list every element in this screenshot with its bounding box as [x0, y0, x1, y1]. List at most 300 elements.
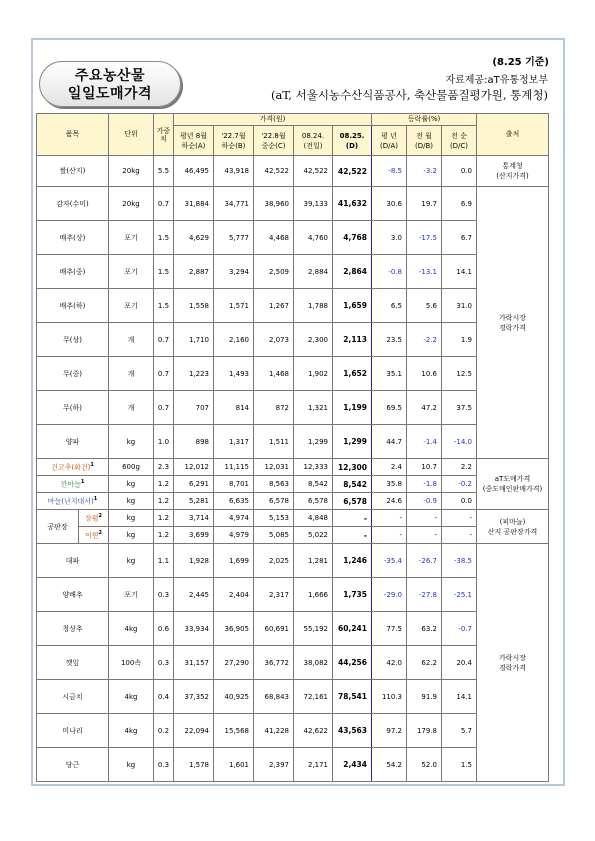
price-cell: 814 [214, 391, 254, 425]
rate-cell: 35.8 [372, 476, 407, 493]
rate-cell: 42.0 [372, 646, 407, 680]
price-cell: 72,161 [294, 680, 333, 714]
rate-cell: -3.2 [407, 156, 442, 187]
header-rate-col-line: (D/A) [380, 141, 398, 150]
price-cell: 4,468 [254, 221, 294, 255]
price-cell: 1,468 [254, 357, 294, 391]
unit-cell: 포기 [109, 255, 154, 289]
source-line1: 자료제공:aT유통정보부 [445, 75, 548, 86]
rate-cell: 5.7 [442, 714, 477, 748]
rate-cell: 110.3 [372, 680, 407, 714]
price-cell: 4,760 [294, 221, 333, 255]
item-group-cell: 공판장 [37, 510, 79, 544]
price-cell: 15,568 [214, 714, 254, 748]
price-cell: 42,522 [254, 156, 294, 187]
table-row [37, 459, 549, 476]
rate-cell: -17.5 [407, 221, 442, 255]
price-cell: 1,601 [214, 748, 254, 782]
table-row [37, 578, 549, 612]
rate-cell: 31.0 [442, 289, 477, 323]
header-price-col-line: (D) [345, 141, 359, 150]
rate-cell: - [442, 510, 477, 527]
price-today-cell: 1,652 [333, 357, 372, 391]
unit-cell: kg [109, 748, 154, 782]
price-cell: 2,025 [254, 544, 294, 578]
item-cell: 대파 [37, 544, 109, 578]
price-today-cell: 41,632 [333, 187, 372, 221]
source-line: 통계청 [502, 162, 523, 170]
header-rate-col [372, 126, 407, 156]
price-cell: 1,511 [254, 425, 294, 459]
header-price-col-line: (전일) [303, 141, 323, 150]
rate-cell: -0.7 [442, 612, 477, 646]
price-cell: 1,571 [214, 289, 254, 323]
price-cell: 22,094 [174, 714, 214, 748]
price-today-cell: 6,578 [333, 493, 372, 510]
rate-cell: -13.1 [407, 255, 442, 289]
rate-cell: 19.7 [407, 187, 442, 221]
weight-cell: 0.7 [154, 357, 174, 391]
rate-cell: - [442, 527, 477, 544]
header-price-col-line: '22.8월 [261, 131, 286, 140]
price-cell: 27,290 [214, 646, 254, 680]
source-line2: (aT, 서울시농수산식품공사, 축산물품질평가원, 통계청) [270, 88, 548, 102]
price-cell: 8,701 [214, 476, 254, 493]
rate-cell: -1.4 [407, 425, 442, 459]
unit-cell: kg [109, 476, 154, 493]
price-cell: 1,788 [294, 289, 333, 323]
table-row [37, 255, 549, 289]
title-badge [39, 61, 181, 107]
weight-cell: 0.3 [154, 646, 174, 680]
unit-cell: 개 [109, 357, 154, 391]
rate-cell: 35.1 [372, 357, 407, 391]
rate-cell: 24.6 [372, 493, 407, 510]
header-price-col [214, 126, 254, 156]
header-price-col-line: 평년 8월 [180, 131, 207, 140]
price-cell: 43,918 [214, 156, 254, 187]
table-row [37, 476, 549, 493]
rate-cell: - [407, 527, 442, 544]
table-row [37, 680, 549, 714]
weight-cell: 1.5 [154, 289, 174, 323]
header-rate-col [407, 126, 442, 156]
price-cell: 60,691 [254, 612, 294, 646]
table-row [37, 221, 549, 255]
header-unit: 단위 [109, 114, 154, 156]
rate-cell: - [407, 510, 442, 527]
weight-cell: 1.5 [154, 255, 174, 289]
rate-cell: 37.5 [442, 391, 477, 425]
item-cell: 쌀(산지) [37, 156, 109, 187]
rate-cell: -0.2 [442, 476, 477, 493]
item-cell: 마늘(난지대서)$^1$ [37, 493, 109, 510]
header-price-col-line: 하순(A) [181, 141, 206, 150]
price-cell: 1,223 [174, 357, 214, 391]
rate-cell: 77.5 [372, 612, 407, 646]
unit-cell: kg [109, 493, 154, 510]
rate-cell: 0.0 [442, 493, 477, 510]
price-cell: 34,771 [214, 187, 254, 221]
price-today-cell: 44,256 [333, 646, 372, 680]
header-price-col-line: 08.24. [301, 131, 325, 140]
item-cell: 감자(수미) [37, 187, 109, 221]
rate-cell: 2.2 [442, 459, 477, 476]
unit-cell: 개 [109, 323, 154, 357]
price-cell: 2,171 [294, 748, 333, 782]
header-rate-col-line: 전 월 [416, 131, 432, 140]
rate-cell: -0.9 [407, 493, 442, 510]
price-cell: 3,294 [214, 255, 254, 289]
footnote-mark: 2 [98, 529, 102, 536]
price-cell: 36,772 [254, 646, 294, 680]
price-cell: 12,333 [294, 459, 333, 476]
table-row [37, 323, 549, 357]
price-cell: 1,902 [294, 357, 333, 391]
price-cell: 707 [174, 391, 214, 425]
rate-cell: 23.5 [372, 323, 407, 357]
rate-cell: 14.1 [442, 255, 477, 289]
rate-cell: 97.2 [372, 714, 407, 748]
rate-cell: -14.0 [442, 425, 477, 459]
price-today-cell: 1,199 [333, 391, 372, 425]
price-today-cell: 1,659 [333, 289, 372, 323]
table-row [37, 714, 549, 748]
rate-cell: 91.9 [407, 680, 442, 714]
price-cell: 2,404 [214, 578, 254, 612]
header-rate-col-line: (D/B) [414, 141, 433, 150]
price-today-cell: 42,522 [333, 156, 372, 187]
price-cell: 12,031 [254, 459, 294, 476]
table-row [37, 156, 549, 187]
source-cell [477, 510, 549, 544]
weight-cell: 1.5 [154, 221, 174, 255]
price-cell: 4,974 [214, 510, 254, 527]
price-cell: 55,192 [294, 612, 333, 646]
rate-cell: -29.0 [372, 578, 407, 612]
price-cell: 41,228 [254, 714, 294, 748]
price-cell: 31,157 [174, 646, 214, 680]
price-cell: 42,522 [294, 156, 333, 187]
unit-cell: 개 [109, 391, 154, 425]
price-cell: 1,281 [294, 544, 333, 578]
price-cell: 2,884 [294, 255, 333, 289]
price-today-cell: 43,563 [333, 714, 372, 748]
rate-cell: -2.2 [407, 323, 442, 357]
table-row [37, 510, 549, 527]
item-cell: 미나리 [37, 714, 109, 748]
header-price-group: 가격(원) [174, 114, 372, 126]
rate-cell: -1.8 [407, 476, 442, 493]
price-cell: 1,317 [214, 425, 254, 459]
price-cell: 68,843 [254, 680, 294, 714]
rate-cell: 6.9 [442, 187, 477, 221]
item-cell: 당근 [37, 748, 109, 782]
item-cell: 무(하) [37, 391, 109, 425]
price-cell: 6,291 [174, 476, 214, 493]
price-cell: 4,848 [294, 510, 333, 527]
price-cell: 40,925 [214, 680, 254, 714]
price-cell: 872 [254, 391, 294, 425]
item-sub-cell: 장평$^2$ [79, 510, 109, 527]
price-cell: 6,578 [254, 493, 294, 510]
price-cell: 1,299 [294, 425, 333, 459]
source-cell [477, 544, 549, 782]
item-cell: 무(중) [37, 357, 109, 391]
item-cell: 건고추(화건)$^1$ [37, 459, 109, 476]
price-cell: 46,495 [174, 156, 214, 187]
rate-cell: 69.5 [372, 391, 407, 425]
header-source: 출처 [477, 114, 549, 156]
table-row [37, 357, 549, 391]
header-price-col [174, 126, 214, 156]
source-line: 경락가격 [498, 323, 527, 332]
weight-cell: 1.2 [154, 510, 174, 527]
header-price-col-line: 중순(C) [261, 141, 286, 150]
price-today-cell: - [333, 510, 372, 527]
item-cell: 깐마늘$^1$ [37, 476, 109, 493]
price-cell: 11,115 [214, 459, 254, 476]
price-cell: 5,777 [214, 221, 254, 255]
table-row [37, 289, 549, 323]
source-line: 산지 공판장가격 [487, 527, 538, 536]
rate-cell: -0.8 [372, 255, 407, 289]
unit-cell: 100속 [109, 646, 154, 680]
source-line: (피마늘) [499, 517, 526, 526]
footnote-mark: 1 [93, 495, 98, 502]
weight-cell: 1.0 [154, 425, 174, 459]
source-line: 가락시장 [498, 653, 527, 662]
table-row [37, 493, 549, 510]
header-rate-col-line: 평 년 [381, 131, 397, 140]
rate-cell: 179.8 [407, 714, 442, 748]
price-cell: 4,629 [174, 221, 214, 255]
rate-cell: 63.2 [407, 612, 442, 646]
rate-cell: -26.7 [407, 544, 442, 578]
rate-cell: -25.1 [442, 578, 477, 612]
unit-cell: 포기 [109, 578, 154, 612]
weight-cell: 0.3 [154, 748, 174, 782]
weight-cell: 0.7 [154, 323, 174, 357]
unit-cell: kg [109, 544, 154, 578]
unit-cell: 포기 [109, 221, 154, 255]
price-today-cell: 1,246 [333, 544, 372, 578]
item-cell: 배추(상) [37, 221, 109, 255]
source-cell [477, 459, 549, 510]
price-cell: 2,887 [174, 255, 214, 289]
header-price-col-line: 하순(B) [221, 141, 246, 150]
weight-cell: 0.7 [154, 391, 174, 425]
source-line: aT도매가격 [494, 475, 531, 483]
rate-cell: - [372, 510, 407, 527]
price-cell: 5,281 [174, 493, 214, 510]
price-today-cell: 2,113 [333, 323, 372, 357]
unit-cell: 4kg [109, 612, 154, 646]
unit-cell: kg [109, 527, 154, 544]
price-today-cell: 78,541 [333, 680, 372, 714]
rate-cell: 54.2 [372, 748, 407, 782]
price-today-cell: 4,768 [333, 221, 372, 255]
rate-cell: 52.0 [407, 748, 442, 782]
price-cell: 37,352 [174, 680, 214, 714]
rate-cell: 14.1 [442, 680, 477, 714]
weight-cell: 1.2 [154, 527, 174, 544]
unit-cell: 4kg [109, 680, 154, 714]
price-cell: 3,699 [174, 527, 214, 544]
table-row [37, 612, 549, 646]
price-cell: 6,578 [294, 493, 333, 510]
price-cell: 33,934 [174, 612, 214, 646]
source-line: (중도매인판매가격) [482, 485, 543, 493]
header-rate-col-line: 전 순 [451, 131, 467, 140]
price-cell: 1,666 [294, 578, 333, 612]
unit-cell: 20kg [109, 187, 154, 221]
rate-cell: 5.6 [407, 289, 442, 323]
rate-cell: - [372, 527, 407, 544]
weight-cell: 2.3 [154, 459, 174, 476]
item-cell: 배추(중) [37, 255, 109, 289]
price-today-cell: 1,299 [333, 425, 372, 459]
price-today-cell: 2,434 [333, 748, 372, 782]
rate-cell: 1.9 [442, 323, 477, 357]
price-today-cell: 1,735 [333, 578, 372, 612]
header-rate-group: 등락률(%) [372, 114, 477, 126]
price-today-cell: 8,542 [333, 476, 372, 493]
price-cell: 36,905 [214, 612, 254, 646]
price-cell: 2,300 [294, 323, 333, 357]
price-cell: 1,699 [214, 544, 254, 578]
weight-cell: 1.1 [154, 544, 174, 578]
rate-cell: -35.4 [372, 544, 407, 578]
footnote-mark: 1 [90, 461, 94, 468]
price-today-cell: 12,300 [333, 459, 372, 476]
unit-cell: 600g [109, 459, 154, 476]
item-cell: 양파 [37, 425, 109, 459]
item-cell: 청상추 [37, 612, 109, 646]
weight-cell: 1.2 [154, 476, 174, 493]
weight-cell: 1.2 [154, 493, 174, 510]
rate-cell: -38.5 [442, 544, 477, 578]
item-cell: 깻잎 [37, 646, 109, 680]
table-row [37, 748, 549, 782]
rate-cell: 2.4 [372, 459, 407, 476]
price-cell: 1,558 [174, 289, 214, 323]
rate-cell: 12.5 [442, 357, 477, 391]
weight-cell: 0.2 [154, 714, 174, 748]
price-cell: 1,578 [174, 748, 214, 782]
price-cell: 1,928 [174, 544, 214, 578]
price-cell: 38,082 [294, 646, 333, 680]
item-cell: 양배추 [37, 578, 109, 612]
table-row [37, 544, 549, 578]
source-line: 가락시장 [498, 313, 527, 322]
price-cell: 12,012 [174, 459, 214, 476]
item-cell: 무(상) [37, 323, 109, 357]
rate-cell: 0.0 [442, 156, 477, 187]
unit-cell: kg [109, 510, 154, 527]
unit-cell: 4kg [109, 714, 154, 748]
price-cell: 42,622 [294, 714, 333, 748]
title-line1: 주요농산물 [74, 68, 146, 84]
price-cell: 2,397 [254, 748, 294, 782]
rate-cell: 10.6 [407, 357, 442, 391]
header-price-col [294, 126, 333, 156]
source-line: (산지가격) [496, 172, 529, 180]
table-row [37, 425, 549, 459]
price-cell: 5,022 [294, 527, 333, 544]
price-cell: 38,960 [254, 187, 294, 221]
price-today-cell: 60,241 [333, 612, 372, 646]
unit-cell: 포기 [109, 289, 154, 323]
table-row [37, 187, 549, 221]
price-cell: 1,710 [174, 323, 214, 357]
item-cell: 배추(하) [37, 289, 109, 323]
source-line: 경락가격 [498, 663, 527, 672]
price-cell: 2,073 [254, 323, 294, 357]
rate-cell: 6.7 [442, 221, 477, 255]
price-cell: 1,321 [294, 391, 333, 425]
price-cell: 4,979 [214, 527, 254, 544]
price-today-cell: 2,864 [333, 255, 372, 289]
price-cell: 31,884 [174, 187, 214, 221]
table-row [37, 527, 549, 544]
price-cell: 5,085 [254, 527, 294, 544]
unit-cell: 20kg [109, 156, 154, 187]
rate-cell: 44.7 [372, 425, 407, 459]
item-cell: 시금치 [37, 680, 109, 714]
rate-cell: -27.8 [407, 578, 442, 612]
price-cell: 2,445 [174, 578, 214, 612]
header-price-col-line: '22.7월 [221, 131, 246, 140]
price-table [36, 113, 549, 782]
price-cell: 39,133 [294, 187, 333, 221]
title-line2: 일일도매가격 [67, 86, 153, 102]
header-rate-col [442, 126, 477, 156]
header-weight: 가중치 [154, 114, 174, 156]
price-cell: 898 [174, 425, 214, 459]
rate-cell: 20.4 [442, 646, 477, 680]
item-sub-cell: 이현$^2$ [79, 527, 109, 544]
price-cell: 5,153 [254, 510, 294, 527]
weight-cell: 0.3 [154, 578, 174, 612]
rate-cell: 10.7 [407, 459, 442, 476]
price-today-cell: - [333, 527, 372, 544]
header-price-col [254, 126, 294, 156]
date-label: (8.25 기준) [492, 57, 549, 68]
rate-cell: 3.0 [372, 221, 407, 255]
header-rate-col-line: (D/C) [449, 141, 469, 150]
price-cell: 1,267 [254, 289, 294, 323]
unit-cell: kg [109, 425, 154, 459]
header-item: 품목 [37, 114, 109, 156]
footnote-mark: 2 [98, 512, 102, 519]
rate-cell: 47.2 [407, 391, 442, 425]
price-cell: 6,635 [214, 493, 254, 510]
rate-cell: -8.5 [372, 156, 407, 187]
source-cell [477, 156, 549, 187]
footnote-mark: 1 [80, 478, 85, 485]
price-cell: 2,317 [254, 578, 294, 612]
price-cell: 2,160 [214, 323, 254, 357]
table-row [37, 391, 549, 425]
rate-cell: 6.5 [372, 289, 407, 323]
rate-cell: 1.5 [442, 748, 477, 782]
weight-cell: 5.5 [154, 156, 174, 187]
table-row [37, 646, 549, 680]
rate-cell: 62.2 [407, 646, 442, 680]
price-cell: 1,493 [214, 357, 254, 391]
source-cell [477, 187, 549, 459]
